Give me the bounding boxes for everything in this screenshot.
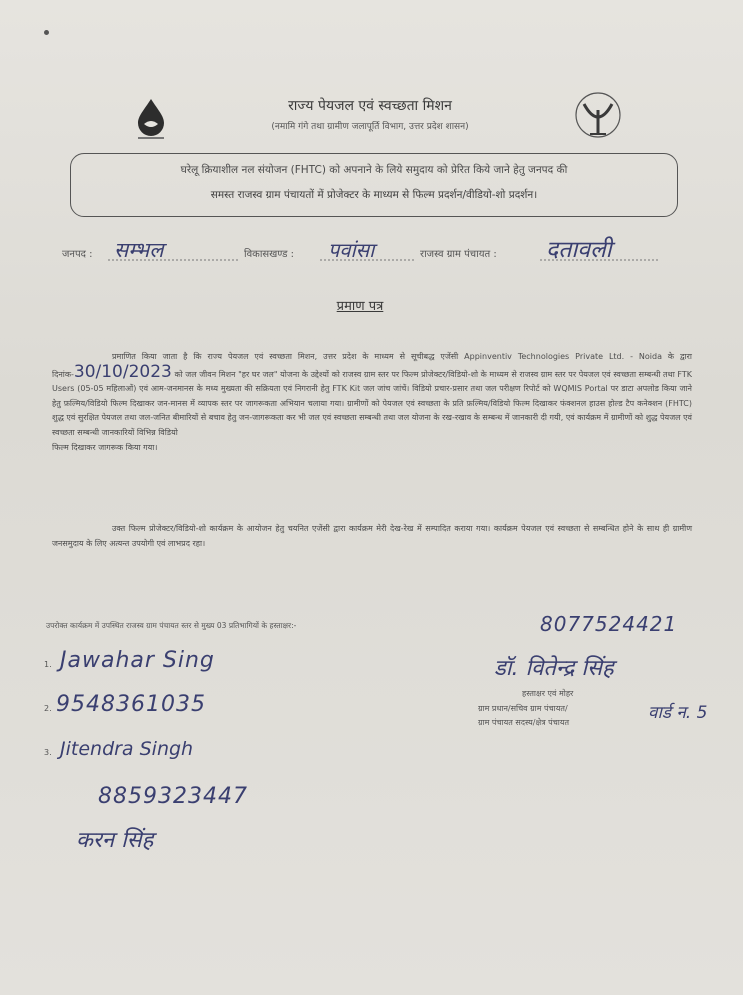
- water-mission-logo: [130, 96, 172, 142]
- participants-note: उपरोक्त कार्यक्रम में उपस्थित राजस्व ग्राम पंचायत स्तर से मुख्य 03 प्रतिभागियों के हस्ताक्षर:-: [46, 621, 297, 630]
- signatory-designation-1: ग्राम प्रधान/सचिव ग्राम पंचायत/: [478, 704, 568, 713]
- banner-line-2: समस्त राजस्व ग्राम पंचायतों में प्रोजेक्टर के माध्यम से फिल्म प्रदर्शन/वीडियो-शो प्रदर्शन।: [210, 189, 538, 201]
- signature-label: हस्ताक्षर एवं मोहर: [522, 689, 574, 698]
- block-value: पवांसा: [328, 238, 375, 262]
- district-underline: [108, 258, 240, 262]
- district-label: जनपद :: [62, 249, 93, 260]
- body-2-text: उक्त फिल्म प्रोजेक्टर/विडियो-शो कार्यक्रम के आयोजन हेतु चयनित एजेंसी द्वारा कार्यक्रम मेरी देख-रेख में सम्पादित कराया गया। कार्यक्रम पेयजल एवं स्वच्छता से सम्बन्धित होने के साथ ही ग्रामीण जनसमुदाय के लिए अत्यन्त उपयोगी एवं लाभप्रद रहा।: [52, 524, 692, 548]
- district-value: सम्भल: [114, 238, 164, 262]
- banner-line-1: घरेलू क्रियाशील नल संयोजन (FHTC) को अपनाने के लिये समुदाय को प्रेरित किये जाने हेतु जनपद की: [180, 164, 568, 176]
- stray-mark: [44, 30, 49, 35]
- participant-name-3: Jitendra Singh: [60, 738, 194, 760]
- certificate-body-2: [52, 522, 692, 551]
- participant-num-1: 1.: [44, 660, 52, 669]
- participant-phone-3: 8859323447: [98, 784, 248, 809]
- certificate-title: प्रमाण पत्र: [336, 299, 384, 314]
- ward-number: वार्ड न. 5: [648, 703, 708, 723]
- participant-name-2: 9548361035: [56, 692, 206, 717]
- village-value: दतावली: [546, 237, 612, 263]
- participant-name-1: Jawahar Sing: [60, 648, 215, 673]
- body-text-after-date: को जल जीवन मिशन "हर घर जल" योजना के उद्देश्यों को राजस्व ग्राम स्तर पर फिल्म प्रोजेक्टर/विडियो-शो के माध्यम से राजस्व ग्राम स्तर पर पेयजल एवं स्वच्छता सम्बन्धी तथा FTK Users (05-05 महिलाओं) एवं आम-जनमानस के मध्य मुख्यता की सक्रियता एवं निगरानी हेतु FTK Kit जल जांच जांचें। विडियो प्रचार-प्रसार तथा जल परीक्षण रिपोर्ट को WQMIS Portal पर डाटा अपलोड किया जाने हेतु फ़ल्मिय/विडियो फिल्म दिखाकर जन-मानस में व्यापक स्तर पर जागरूकता अभियान चलाया गया। ग्रामीणों को पेयजल एवं स्वच्छता के प्रति फ़ल्मिय/विडियो फिल्म दिखाकर फंक्शनल हाउस होल्ड टैप कनेक्शन (FHTC) शुद्ध एवं सुरक्षित पेयजल तथा जल-जनित बीमारियों से बचाव हेतु जन-जागरूकता कर भी जल एवं स्वच्छता सम्बन्धी तथा जल योजना के रख-रखाव के सम्बन्ध में जानकारी दी गयी, एवं कार्यक्रम में ग्रामीणों को शुद्ध पेयजल एवं स्वच्छता सम्बन्धी जानकारियों विभिन्न विडियो: [52, 369, 692, 437]
- mission-subtitle: (नमामि गंगे तथा ग्रामीण जलापूर्ति विभाग, उत्तर प्रदेश शासन): [271, 122, 469, 132]
- participant-extra-name: करन सिंह: [76, 828, 154, 853]
- body-tail: फिल्म दिखाकर जागरूक किया गया।: [52, 442, 158, 452]
- signatory-phone: 8077524421: [540, 612, 678, 636]
- signatory-designation-2: ग्राम पंचायत सदस्य/क्षेत्र पंचायत: [478, 718, 570, 727]
- program-date: 30/10/2023: [73, 361, 172, 382]
- department-emblem: [572, 90, 624, 140]
- block-label: विकासखण्ड :: [244, 249, 295, 260]
- block-underline: [320, 258, 416, 262]
- participant-num-2: 2.: [44, 704, 52, 713]
- mission-title: राज्य पेयजल एवं स्वच्छता मिशन: [288, 98, 452, 114]
- village-underline: [540, 258, 660, 262]
- certificate-body: [52, 350, 692, 455]
- village-label: राजस्व ग्राम पंचायत :: [420, 249, 497, 260]
- signatory-signature: डॉ. वितेन्द्र सिंह: [494, 656, 614, 681]
- body-text-before-date: प्रमाणित किया जाता है कि राज्य पेयजल एवं स्वच्छता मिशन, उत्तर प्रदेश के माध्यम से सूचीबद्ध एजेंसी Appinventiv Technologies Private Ltd. - Noida के द्वारा दिनांक-: [52, 352, 692, 379]
- participant-num-3: 3.: [44, 748, 52, 757]
